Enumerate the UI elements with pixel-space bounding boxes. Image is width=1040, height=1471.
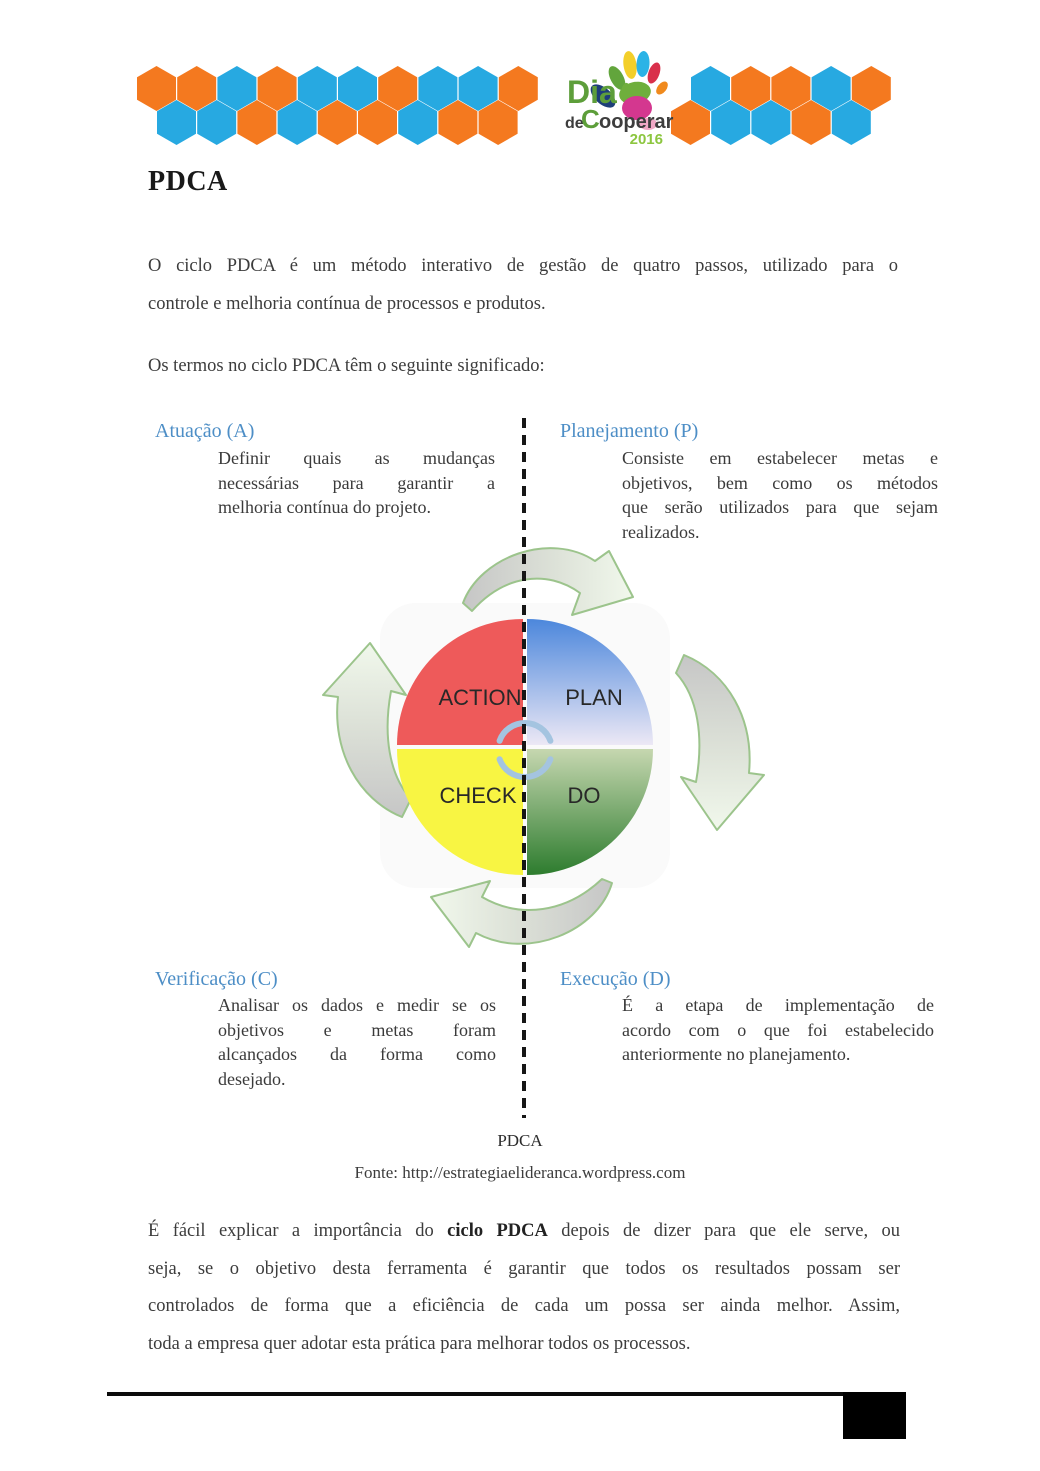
- page-title: PDCA: [148, 166, 228, 197]
- logo-year: 2016: [629, 131, 663, 148]
- footer-rule: [107, 1392, 845, 1396]
- text-line: controle e melhoria contínua de processos e produtos.: [148, 294, 546, 314]
- dashed-divider: [522, 418, 526, 1118]
- logo-text-cooperar-c: C: [581, 104, 600, 134]
- section-text-planejamento: [622, 446, 938, 544]
- text-line: necessárias para garantir a: [218, 472, 495, 493]
- diagram-caption: PDCA: [497, 1131, 543, 1150]
- text-line: que serão utilizados para que sejam: [622, 497, 938, 517]
- text-line: realizados.: [622, 521, 700, 542]
- pdca-cycle-diagram: [310, 535, 770, 967]
- section-heading-verificacao: Verificação (C): [155, 968, 278, 990]
- text-line: seja, se o objetivo desta ferramenta é garantir que todos os resultados possam ser: [148, 1258, 900, 1279]
- closing-paragraph: [148, 1213, 900, 1363]
- text-line: controlados de forma que a eficiência de cada um possa ser ainda melhor. Assim,: [148, 1296, 900, 1316]
- section-text-verificacao: [218, 993, 496, 1091]
- section-heading-planejamento: Planejamento (P): [560, 420, 699, 442]
- text-line: desejado.: [218, 1068, 286, 1089]
- text-line: Definir quais as mudanças: [218, 448, 495, 468]
- quadrant-label-check: CHECK: [439, 783, 517, 808]
- text-segment-bold: ciclo PDCA: [447, 1221, 548, 1241]
- text-segment: É fácil explicar a importância do: [148, 1221, 448, 1241]
- text-segment: depois de dizer para que ele serve, ou: [547, 1221, 900, 1241]
- text-line: anteriormente no planejamento.: [622, 1044, 851, 1064]
- page-number-box: [843, 1392, 906, 1439]
- logo-text-cooperar: ooperar: [599, 111, 674, 133]
- quadrant-label-action: ACTION: [438, 685, 522, 710]
- text-line: objetivos, bem como os métodos: [622, 472, 938, 493]
- section-heading-atuacao: Atuação (A): [155, 420, 255, 442]
- cycle-arrow-right-icon: [676, 655, 764, 830]
- text-line: melhoria contínua do projeto.: [218, 497, 431, 517]
- diagram-source: Fonte: http://estrategiaelideranca.wordpress.com: [354, 1163, 686, 1182]
- text-line: Analisar os dados e medir se os: [218, 995, 496, 1015]
- header-hexagon-banner: [0, 0, 1040, 170]
- section-text-atuacao: [218, 446, 495, 520]
- logo-text-dia: Dia: [567, 74, 617, 110]
- section-heading-execucao: Execução (D): [560, 968, 671, 990]
- text-line: [148, 1213, 900, 1251]
- text-line: alcançados da forma como: [218, 1044, 496, 1064]
- text-line: Consiste em estabelecer metas e: [622, 448, 938, 468]
- section-text-execucao: [622, 993, 934, 1067]
- intro-paragraph-2: Os termos no ciclo PDCA têm o seguinte significado:: [148, 356, 545, 376]
- text-line: toda a empresa quer adotar esta prática para melhorar todos os processos.: [148, 1333, 691, 1354]
- quadrant-label-plan: PLAN: [565, 685, 623, 710]
- text-line: acordo com o que foi estabelecido: [622, 1019, 934, 1040]
- text-line: objetivos e metas foram: [218, 1019, 496, 1040]
- text-line: O ciclo PDCA é um método interativo de gestão de quatro passos, utilizado para o: [148, 256, 898, 276]
- intro-paragraph-1: [148, 247, 898, 323]
- text-line: É a etapa de implementação de: [622, 995, 934, 1015]
- quadrant-label-do: DO: [567, 783, 601, 808]
- dia-de-cooperar-logo: [541, 46, 681, 152]
- logo-text-de: de: [565, 115, 584, 132]
